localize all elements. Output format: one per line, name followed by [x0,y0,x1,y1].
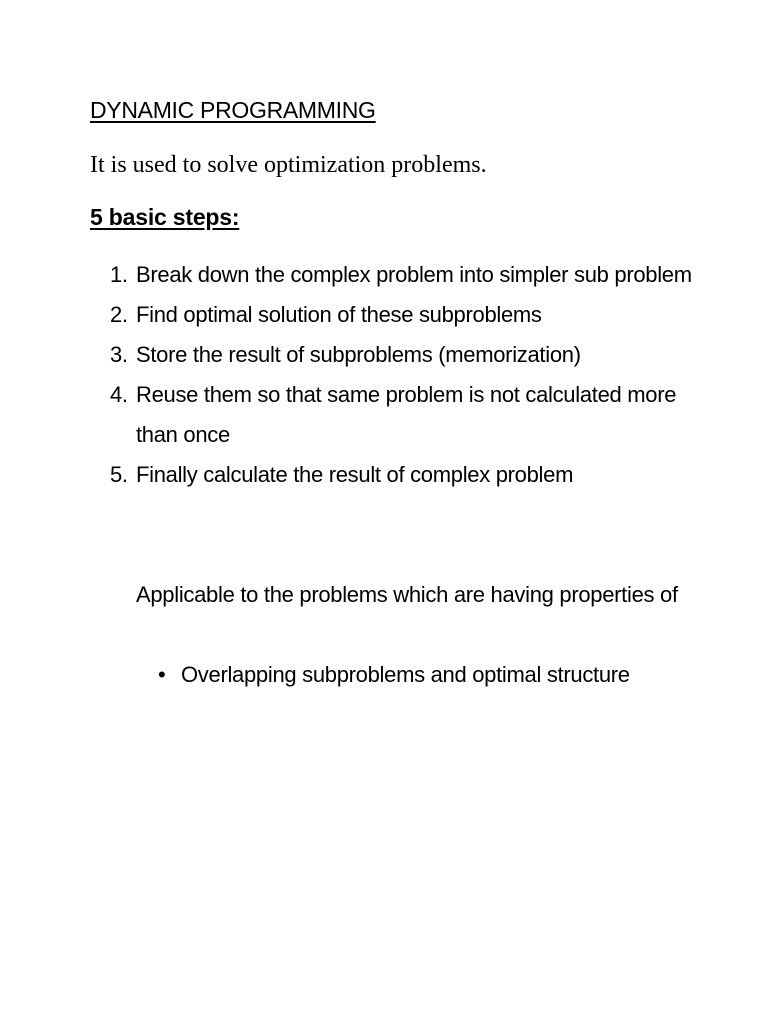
list-item [110,335,710,375]
step-text: Find optimal solution of these subproblems [136,302,542,327]
document-title: DYNAMIC PROGRAMMING [90,97,376,123]
list-item [110,255,710,295]
steps-list [110,255,710,495]
step-text: Break down the complex problem into simpler sub problem [136,262,692,287]
list-item [158,655,678,695]
list-item [110,295,710,335]
steps-heading: 5 basic steps: [90,204,240,230]
step-number: 3. [110,342,128,367]
step-text: Reuse them so that same problem is not calculated more than once [136,382,677,447]
intro-text: It is used to solve optimization problems. [90,152,487,178]
bullet-icon: • [158,662,166,687]
step-number: 1. [110,262,128,287]
step-number: 4. [110,382,128,407]
step-number: 5. [110,462,128,487]
step-text: Store the result of subproblems (memorization) [136,342,581,367]
step-number: 2. [110,302,128,327]
properties-list [158,655,678,695]
step-text: Finally calculate the result of complex problem [136,462,574,487]
list-item [110,455,710,495]
bullet-text: Overlapping subproblems and optimal structure [181,662,630,687]
list-item [110,375,710,455]
applicability-note: Applicable to the problems which are having properties of [136,582,678,607]
